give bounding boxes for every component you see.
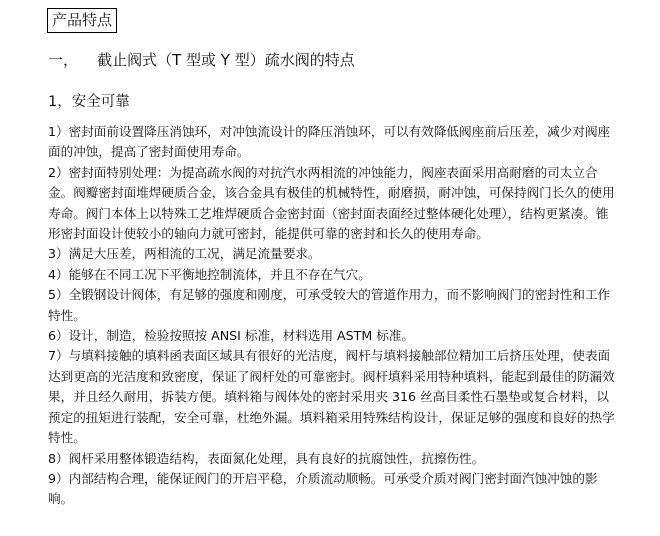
feature-item-2: 2）密封面特别处理：为提高疏水阀的对抗汽水两相流的冲蚀能力，阀座表面采用高耐磨的司太立合金。阀瓣密封面堆焊硬质合金，该合金具有极佳的机械特性，耐磨损，耐冲蚀，可保持阀门长久的使用寿命。阀门本体上以特殊工艺堆焊硬质合金密封面（密封面表面经过整体硬化处理），结构更紧凑。锥形密封面设计使较小的轴向力就可密封，能提供可靠的密封和长久的使用寿命。 [48,164,615,242]
feature-item-1: 1）密封面前设置降压消蚀环，对冲蚀流设计的降压消蚀环，可以有效降低阀座前后压差，减少对阀座面的冲蚀，提高了密封面使用寿命。 [48,124,611,160]
feature-item-9: 9）内部结构合理，能保证阀门的开启平稳，介质流动顺畅。可承受介质对阀门密封面汽蚀冲蚀的影响。 [48,470,598,507]
feature-item-5: 5）全锻钢设计阀体，有足够的强度和刚度，可承受较大的管道作用力，而不影响阀门的密封性和工作特性。 [48,287,611,323]
feature-item-4: 4）能够在不同工况下平衡地控制流体，并且不存在气穴。 [48,266,371,282]
feature-list [48,122,620,510]
section-heading: 一， 截止阀式（T 型或 Y 型）疏水阀的特点 [48,51,355,69]
product-features-tag: 产品特点 [47,8,117,33]
feature-item-8: 8）阀杆采用整体锻造结构，表面氮化处理，具有良好的抗腐蚀性，抗擦伤性。 [48,450,485,466]
feature-item-7: 7）与填料接触的填料函表面区域具有很好的光洁度，阀杆与填料接触部位精加工后挤压处理，使表面达到更高的光洁度和致密度，保证了阀杆处的可靠密封。阀杆填料采用特种填料，能起到最佳的防漏效果，并且经久耐用，拆装方便。填料箱与阀体处的密封采用夹 316 丝高目柔性石墨垫或复合材料，以预定的扭矩进行装配，安全可靠，杜绝外漏。填料箱采用特殊结构设计，保证足够的强度和良好的热学特性。 [48,348,615,446]
feature-item-3: 3）满足大压差，两相流的工况，满足流量要求。 [48,246,321,262]
feature-item-6: 6）设计，制造，检验按照按 ANSI 标准，材料选用 ASTM 标准。 [48,328,414,344]
subsection-heading: 1，安全可靠 [48,94,130,110]
